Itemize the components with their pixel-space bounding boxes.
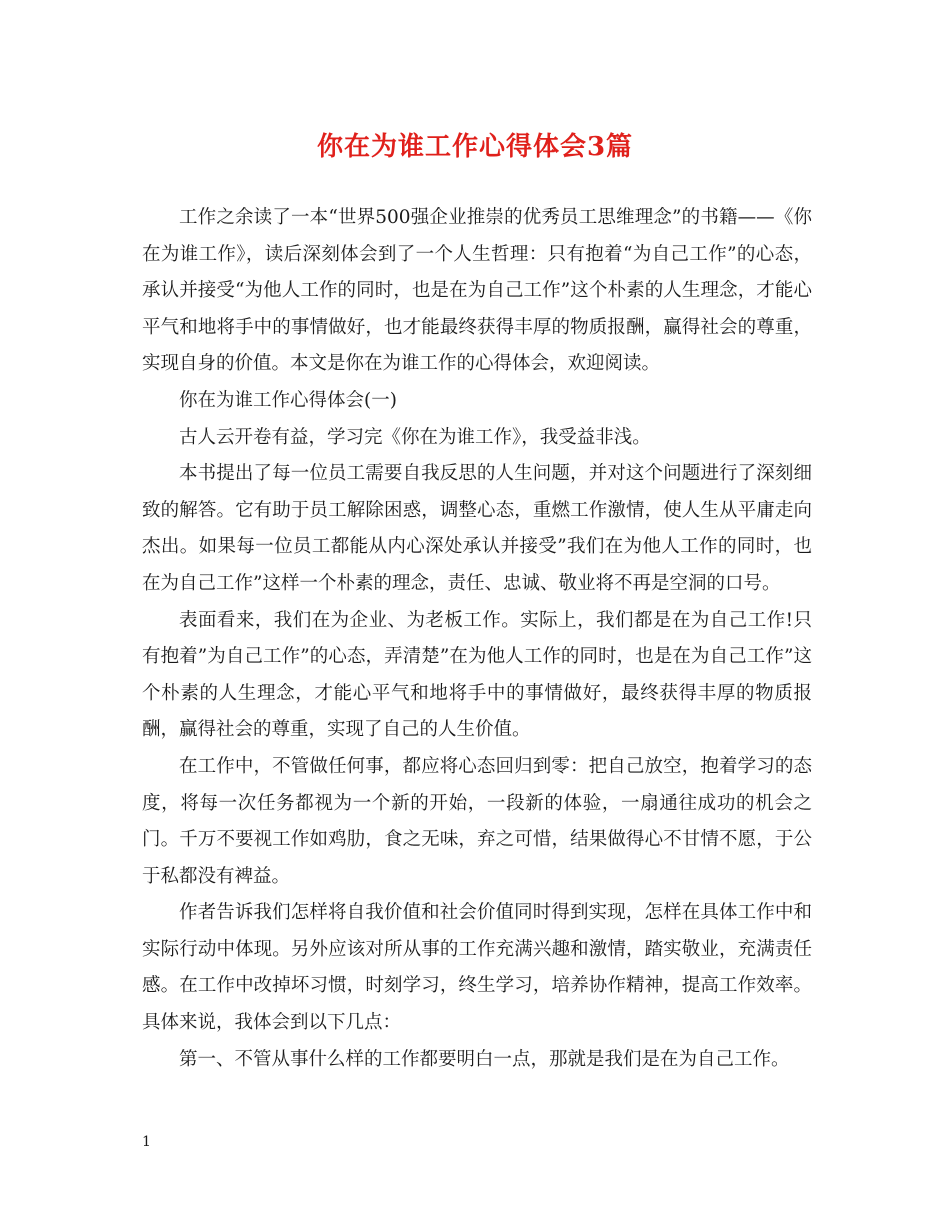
body-paragraph: 作者告诉我们怎样将自我价值和社会价值同时得到实现，怎样在具体工作中和实际行动中体现。另外应该对所从事的工作充满兴趣和激情，踏实敬业，充满责任感。在工作中改掉坏习惯，时刻学习，终生学习，培养协作精神，提高工作效率。具体来说，我体会到以下几点： [142,902,812,1034]
body-paragraph: 本书提出了每一位员工需要自我反思的人生问题，并对这个问题进行了深刻细致的解答。它有助于员工解除困惑，调整心态，重燃工作激情，使人生从平庸走向杰出。如果每一位员工都能从内心深处承认并接受”我们在为他人工作的同时，也在为自己工作”这样一个朴素的理念，责任、忠诚、敬业将不再是空洞的口号。 [142,463,812,594]
document-body [142,200,812,1078]
page-number: 1 [142,1134,151,1150]
body-paragraph: 表面看来，我们在为企业、为老板工作。实际上，我们都是在为自己工作!只有抱着”为自己工作”的心态，弄清楚”在为他人工作的同时，也是在为自己工作”这个朴素的人生理念，才能心平气和地将手中的事情做好，最终获得丰厚的物质报酬，赢得社会的尊重，实现了自己的人生价值。 [142,609,812,741]
document-title: 你在为谁工作心得体会3篇 [316,132,634,162]
body-paragraph: 在工作中，不管做任何事，都应将心态回归到零：把自己放空，抱着学习的态度，将每一次任务都视为一个新的开始，一段新的体验，一扇通往成功的机会之门。千万不要视工作如鸡肋，食之无味，弃之可惜，结果做得心不甘情不愿，于公于私都没有裨益。 [142,755,812,887]
intro-paragraph: 工作之余读了一本“世界500强企业推崇的优秀员工思维理念”的书籍——《你在为谁工作》，读后深刻体会到了一个人生哲理：只有抱着“为自己工作”的心态，承认并接受“为他人工作的同时，也是在为自己工作”这个朴素的人生理念，才能心平气和地将手中的事情做好，也才能最终获得丰厚的物质报酬，赢得社会的尊重，实现自身的价值。本文是你在为谁工作的心得体会，欢迎阅读。 [142,207,812,375]
section-heading: 你在为谁工作心得体会(一) [179,389,397,411]
body-paragraph: 古人云开卷有益，学习完《你在为谁工作》，我受益非浅。 [179,426,651,448]
body-paragraph: 第一、不管从事什么样的工作都要明白一点，那就是我们是在为自己工作。 [179,1048,790,1070]
